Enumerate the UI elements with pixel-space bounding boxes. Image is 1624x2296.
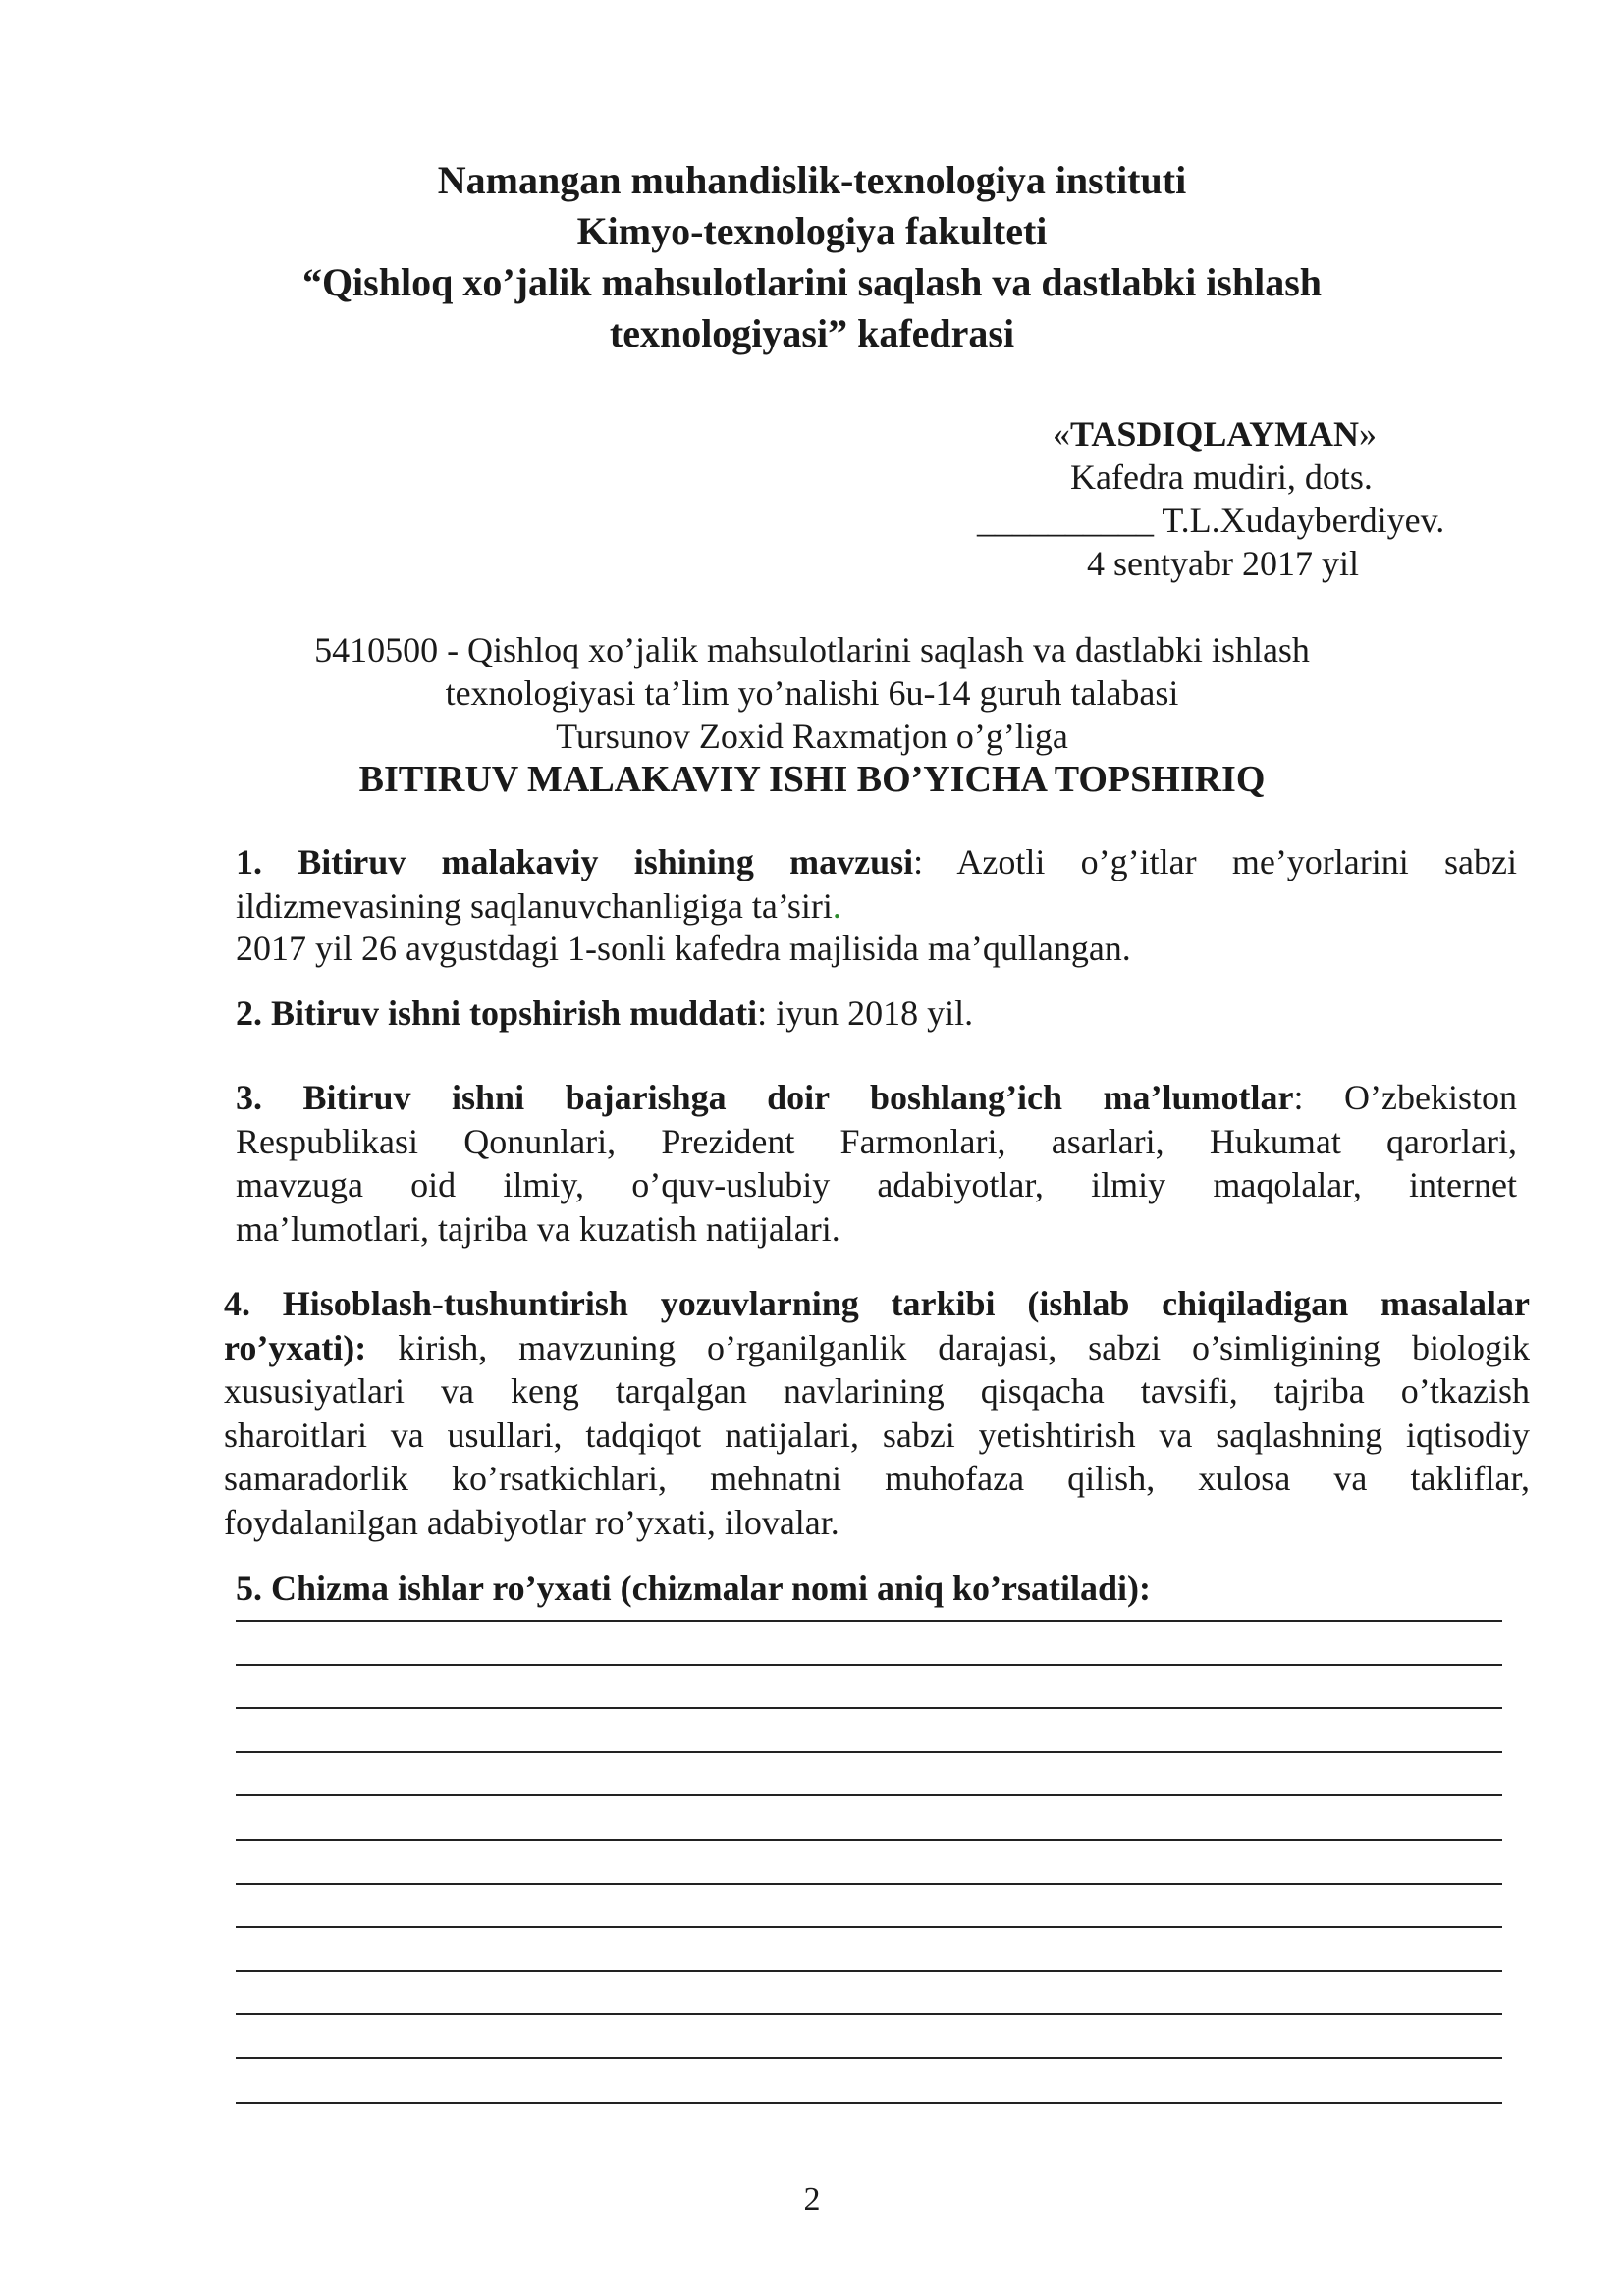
approval-date: 4 sentyabr 2017 yil [1087, 544, 1359, 583]
approval-title: «TASDIQLAYMAN» [1053, 414, 1378, 454]
blank-line [236, 1926, 1502, 1928]
blank-line [236, 1839, 1502, 1841]
section-1-label: 1. Bitiruv malakaviy ishining mavzusi [236, 842, 914, 881]
department-name-line1: “Qishloq xo’jalik mahsulotlarini saqlash va dastlabki ishlash [301, 260, 1323, 304]
student-name: Tursunov Zoxid Raxmatjon o’g’liga [556, 717, 1068, 756]
blank-line [236, 1620, 1502, 1622]
blank-line [236, 1751, 1502, 1753]
section-3-initial-data: 3. Bitiruv ishni bajarishga doir boshlang’ich ma’lumotlar: O’zbekiston Respublikasi Qonunlari, Prezident Farmonlari, asarlari, Hukumat qarorlari, mavzuga oid ilmiy, o’quv-uslubiy adabiyotlar, ilmiy maqolalar, internet ma’lumotlari, tajriba va kuzatish natijalari. [236, 1078, 1517, 1249]
assignment-title: BITIRUV MALAKAVIY ISHI BO’YICHA TOPSHIRIQ [358, 759, 1266, 800]
section-1-approval-note: 2017 yil 26 avgustdagi 1-sonli kafedra majlisida ma’qullangan. [236, 929, 1131, 968]
section-1-topic: 1. Bitiruv malakaviy ishining mavzusi: Azotli o’g’itlar me’yorlarini sabzi ildizmevasining saqlanuvchanligiga ta’siri. [236, 842, 1517, 926]
approver-signature-line: __________ T.L.Xudayberdiyev. [977, 501, 1445, 540]
specialty-line: 5410500 - Qishloq xo’jalik mahsulotlarini saqlash va dastlabki ishlash [314, 630, 1310, 669]
blank-line [236, 1794, 1502, 1796]
section-2-label: 2. Bitiruv ishni topshirish muddati [236, 993, 758, 1033]
blank-line [236, 2057, 1502, 2059]
faculty-name: Kimyo-texnologiya fakulteti [576, 209, 1048, 253]
drawing-list-blank-lines [236, 1620, 1502, 2145]
blank-line [236, 1970, 1502, 1972]
blank-line [236, 2102, 1502, 2104]
group-line: texnologiyasi ta’lim yo’nalishi 6u-14 guruh talabasi [445, 673, 1179, 713]
blank-line [236, 1707, 1502, 1709]
blank-line [236, 1664, 1502, 1666]
blank-line [236, 1883, 1502, 1885]
section-5-label: 5. Chizma ishlar ro’yxati (chizmalar nomi aniq ko’rsatiladi): [236, 1569, 1151, 1608]
section-5-drawings [236, 1567, 1517, 1611]
page-number: 2 [803, 2181, 821, 2217]
approver-position: Kafedra mudiri, dots. [1070, 457, 1373, 497]
institute-name: Namangan muhandislik-texnologiya instituti [437, 158, 1187, 202]
blank-line [236, 2013, 1502, 2015]
assignment-intro [196, 628, 1428, 801]
section-4-label: 4. Hisoblash-tushuntirish yozuvlarning tarkibi (ishlab chiqiladigan masalalar [224, 1284, 1530, 1323]
section-3-label: 3. Bitiruv ishni bajarishga doir boshlang’ich ma’lumotlar [236, 1078, 1294, 1117]
section-2-deadline: 2. Bitiruv ishni topshirish muddati: iyun 2018 yil. [236, 993, 974, 1033]
department-name-line2: texnologiyasi” kafedrasi [609, 311, 1015, 355]
document-header [196, 155, 1428, 359]
section-4-contents: 4. Hisoblash-tushuntirish yozuvlarning tarkibi (ishlab chiqiladigan masalalar ro’yxati): kirish, mavzuning o’rganilganlik darajasi, sabzi o’simligining biologik xususiyatlari va keng tarqalgan navlarining qisqacha tavsifi, tajriba o’tkazish sharoitlari va usullari, tadqiqot natijalari, sabzi yetishtirish va saqlashning iqtisodiy samaradorlik ko’rsatkichlari, mehnatni muhofaza qilish, xulosa va takliflar, foydalanilgan adabiyotlar ro’yxati, ilovalar. [224, 1284, 1530, 1542]
